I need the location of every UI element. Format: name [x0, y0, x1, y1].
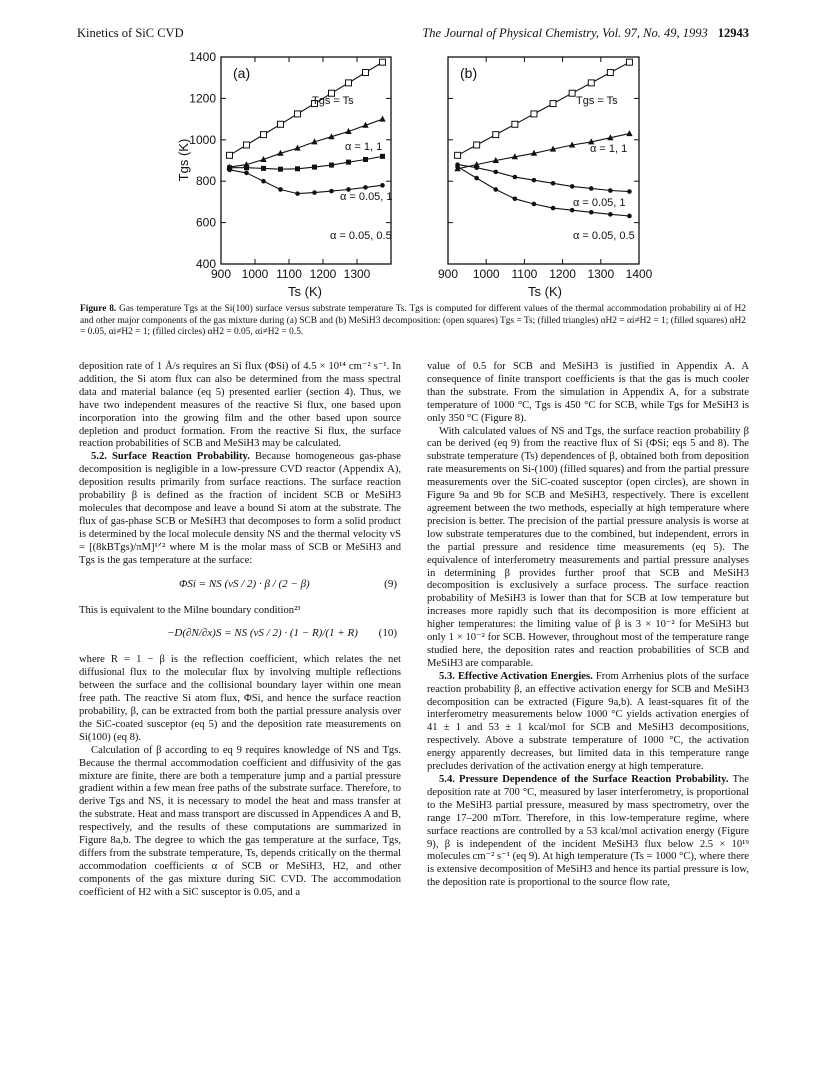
x-tick-label: 900 — [210, 267, 232, 281]
right-column — [427, 361, 749, 890]
data-point — [380, 183, 385, 188]
x-tick-label: 1400 — [625, 267, 653, 281]
data-point — [261, 132, 267, 138]
data-point — [312, 165, 317, 170]
data-point — [346, 160, 351, 165]
data-point — [588, 80, 594, 86]
paragraph-text: The deposition rate at 700 °C, measured by laser interferometry, is proportional to the MeSiH3 partial pressure, measured by mass spectrometry, over the range 17–200 mTorr. Therefore, in this low-temperature regime, where surface reactions are controlled by a 53 kcal/mol activation energy (Figure 9), β is independent of the incident MeSiH3 flux below 2.5 × 10¹⁹ molecules cm⁻² s⁻¹ (eq 9). At high temperature (Ts = 1000 °C), where there is extensive decomposition of MeSiH3 and hence its partial pressure is low, the deposition rate is proportional to the source flow rate, — [427, 774, 749, 889]
paragraph — [427, 671, 749, 774]
data-point — [607, 70, 613, 76]
y-tick-label: 1200 — [189, 91, 216, 106]
data-point — [244, 171, 249, 176]
data-point — [589, 186, 594, 191]
y-tick-label: 600 — [195, 215, 216, 230]
x-axis-label: Ts (K) — [528, 284, 562, 299]
data-point — [493, 170, 498, 175]
data-point — [261, 179, 266, 184]
data-point — [278, 187, 283, 192]
series-annotation: Tgs = Ts — [576, 95, 618, 107]
paragraph: deposition rate of 1 Å/s requires an Si flux (ΦSi) of 4.5 × 10¹⁴ cm⁻² s⁻¹. In addition, the Si atom flux can also be determined from the mass spectral data and material balance (eq 5) presented earlier (section 4). Thus, we have two independent measures of the reactive Si flux, one based upon incorporation into the growing film and the other based upon source depletion and product formation. From the reactive Si flux, the surface reaction probabilities of SCB and MeSiH3 may be calculated. — [79, 361, 401, 450]
data-point — [379, 116, 385, 122]
data-point — [455, 164, 460, 169]
series-annotation: α = 1, 1 — [590, 143, 628, 155]
equation-10 — [79, 620, 401, 650]
paragraph-text: Because homogeneous gas-phase decomposition is negligible in a low-pressure CVD reactor (Appendix A), deposition results primarily from surface reactions. The surface reaction probability β is defined as the fraction of incident SCB or MeSiH3 molecules that decompose and leave a bound Si atom at the substrate. The flux of gas-phase SCB or MeSiH3 that decomposes to form a solid product is determined by the local molecule density NS and the thermal velocity vS = [(8kBTgs)/πM]¹ᐟ² where M is the molar mass of SCB or MeSiH3 and Tgs is the gas temperature at the surface: — [79, 451, 401, 566]
data-point — [363, 157, 368, 162]
data-point — [474, 176, 479, 181]
section-heading: 5.3. Effective Activation Energies. — [439, 670, 593, 682]
data-point — [363, 185, 368, 190]
data-point — [295, 111, 301, 117]
series-annotation: α = 0.05, 0.5 — [573, 230, 635, 242]
data-point — [380, 154, 385, 159]
data-point — [363, 70, 369, 76]
data-point — [608, 212, 613, 217]
equation-number: (9) — [384, 577, 397, 590]
x-tick-label: 900 — [437, 267, 459, 281]
data-point — [551, 206, 556, 211]
data-point — [346, 80, 352, 86]
series-annotation: Tgs = Ts — [312, 95, 354, 107]
data-point — [380, 59, 386, 65]
header-title: Kinetics of SiC CVD — [77, 26, 184, 40]
y-tick-label: 400 — [195, 257, 216, 271]
header-journal-name: The Journal of Physical Chemistry, Vol. 97, No. 49, 1993 — [422, 26, 708, 40]
paragraph-text: From Arrhenius plots of the surface reaction probability β, an effective activation energy for SCB and MeSiH3 decomposition can be extracted (Figure 9a,b). A least-squares fit of the interferometry measurements below 1000 °C yields activation energies of 41 ± 1 and 53 ± 1 kcal/mol for SCB and MeSiH3 decompositions, respectively. Above a substrate temperature of 1000 °C, the activation energy apparently decreases, but limited data in this temperature range precludes derivation of the activation energy at high temperature. — [427, 670, 750, 773]
data-point — [278, 167, 283, 172]
data-point — [261, 166, 266, 171]
series-annotation: α = 0.05, 1 — [340, 191, 393, 203]
x-tick-label: 1000 — [241, 267, 269, 281]
data-point — [455, 152, 461, 158]
paragraph: where R = 1 − β is the reflection coefficient, which relates the net diffusional flux to the molecular flux by involving multiple reflections between the surface and the collisional boundary layer within one mean free path. The reactive Si atom flux, ΦSi, and hence the surface reaction probability, β, can be extracted from both the partial pressure analysis over the SiC-coated susceptor (eq 5) and the deposition rate measurements on Si(100) (eq 8). — [79, 654, 401, 743]
data-point — [551, 181, 556, 186]
panel-label: (b) — [460, 65, 478, 81]
y-tick-label: 800 — [195, 174, 216, 189]
data-point — [474, 165, 479, 170]
x-tick-label: 1100 — [276, 267, 302, 281]
data-point — [474, 142, 480, 148]
x-tick-label: 1300 — [587, 267, 615, 281]
series-annotation: α = 0.05, 1 — [573, 197, 626, 209]
equation-body: −D(∂N/∂x)S = NS (vS / 2) · (1 − R)/(1 + R) — [167, 627, 358, 640]
data-point — [626, 59, 632, 65]
equation-body: ΦSi = NS (vS / 2) · β / (2 − β) — [179, 577, 310, 590]
data-point — [295, 166, 300, 171]
data-point — [627, 189, 632, 194]
data-point — [513, 196, 518, 201]
x-tick-label: 1000 — [472, 267, 500, 281]
y-tick-label: 1400 — [189, 50, 216, 64]
data-point — [531, 111, 537, 117]
data-point — [532, 178, 537, 183]
figure-8 — [0, 0, 820, 300]
data-point — [570, 184, 575, 189]
section-heading: 5.4. Pressure Dependence of the Surface Reaction Probability. — [439, 774, 729, 785]
panel-label: (a) — [233, 65, 251, 81]
data-point — [626, 130, 632, 136]
data-point — [244, 142, 250, 148]
data-point — [627, 214, 632, 219]
data-point — [569, 90, 575, 96]
data-point — [244, 165, 249, 170]
equation-number: (10) — [378, 627, 397, 640]
data-point — [227, 168, 232, 173]
equation-9 — [79, 571, 401, 601]
data-point — [493, 187, 498, 192]
left-column — [79, 361, 401, 900]
data-point — [550, 101, 556, 107]
paragraph: This is equivalent to the Milne boundary condition²³ — [79, 604, 301, 616]
paragraph: With calculated values of NS and Tgs, the surface reaction probability β can be derived (eq 9) from the reactive flux of Si (ΦSi; eqs 5 and 8). The substrate temperature (Ts) dependences of β, obtained both from deposition rate measurements on Si-(100) (filled squares) and from the partial pressure measurements over the SiC-coated susceptor (open circles), are shown in Figure 9a and 9b for SCB and MeSiH3, respectively. There is excellent agreement between the two methods, especially at high temperature where precision is better. The precision of the partial pressure analysis is worse at low substrate temperatures due to the combined, but independent, errors in the partial pressure and residence time measurements (eq 5). The equivalence of interferometry measurements and partial pressure analyses in determining β provides further proof that SCB and MeSiH3 decomposition is exclusively a surface process. The surface reaction probability of MeSiH3 is lower than that for SCB at low temperature but increases more rapidly such that its decomposition is more efficient at higher temperatures: the limiting value of β is 3 × 10⁻² for MeSiH3 but only 1 × 10⁻² for SCB. However, throughout most of the temperature range studied here, the deposition rates and reaction probabilities of SCB and MeSiH3 are comparable. — [427, 425, 749, 669]
y-tick-label: 1000 — [189, 132, 216, 147]
figure-caption — [80, 304, 746, 339]
series-annotation: α = 0.05, 0.5 — [330, 230, 392, 242]
series-line — [458, 165, 630, 192]
data-point — [512, 121, 518, 127]
data-point — [329, 163, 334, 168]
x-axis-label: Ts (K) — [288, 284, 322, 299]
series-line — [458, 62, 630, 155]
series-annotation: α = 1, 1 — [345, 141, 383, 153]
data-point — [295, 191, 300, 196]
paragraph: Calculation of β according to eq 9 requires knowledge of NS and Tgs. Because the thermal accommodation coefficient and diffusivity of the gas mixture are finite, there are both a temperature jump and a partial pressure gradient within a few mean free paths of the substrate surface. Therefore, to derive Tgs and NS, it is necessary to model the heat and mass transfer at the substrate. Heat and mass transport are discussed in Appendices A and B, respectively, and the results of these computations are summarized in Figure 8a,b. The degree to which the gas temperature at the surface, Tgs, differs from the substrate temperature, Ts, depends critically on the thermal accommodation coefficients α of SCB or MeSiH3, H2, and other components of the gas mixture during SiC CVD. The accommodation coefficient of H2 with a SiC susceptor is 0.05, and a — [79, 744, 401, 898]
data-point — [589, 210, 594, 215]
caption-label: Figure 8. — [80, 304, 117, 314]
data-point — [312, 190, 317, 195]
data-point — [278, 121, 284, 127]
y-axis-label: Tgs (K) — [176, 138, 191, 182]
data-point — [513, 175, 518, 180]
data-point — [227, 152, 233, 158]
data-point — [608, 188, 613, 193]
paragraph — [427, 774, 749, 890]
data-point — [532, 202, 537, 207]
section-heading: 5.2. Surface Reaction Probability. — [91, 451, 250, 463]
data-point — [329, 189, 334, 194]
x-tick-label: 1300 — [343, 267, 371, 281]
x-tick-label: 1200 — [309, 267, 337, 281]
x-tick-label: 1200 — [549, 267, 576, 281]
paragraph: value of 0.5 for SCB and MeSiH3 is justified in Appendix A. A consequence of finite transport coefficients is that the gas is much cooler than the substrate. From the simulation in Appendix A, for a substrate temperature of 1000 °C, Tgs is 450 °C for SCB, while Tgs for MeSiH3 is only 350 °C (Figure 8). — [427, 361, 749, 424]
caption-text: Gas temperature Tgs at the Si(100) surface versus substrate temperature Ts. Tgs is computed for different values of the thermal accommodation probability αi of H2 and other major components of the gas mixture during (a) SCB and (b) MeSiH3 decomposition: (open squares) Tgs = Ts; (filled triangles) αH2 = αi≠H2 = 1; (filled squares) αH2 = 0.05, αi≠H2 = 1; (filled circles) αH2 = 0.05, αi≠H2 = 0.5. — [80, 304, 746, 338]
page-number: 12943 — [717, 26, 749, 40]
paragraph — [79, 451, 401, 567]
x-tick-label: 1100 — [511, 267, 538, 281]
data-point — [493, 132, 499, 138]
